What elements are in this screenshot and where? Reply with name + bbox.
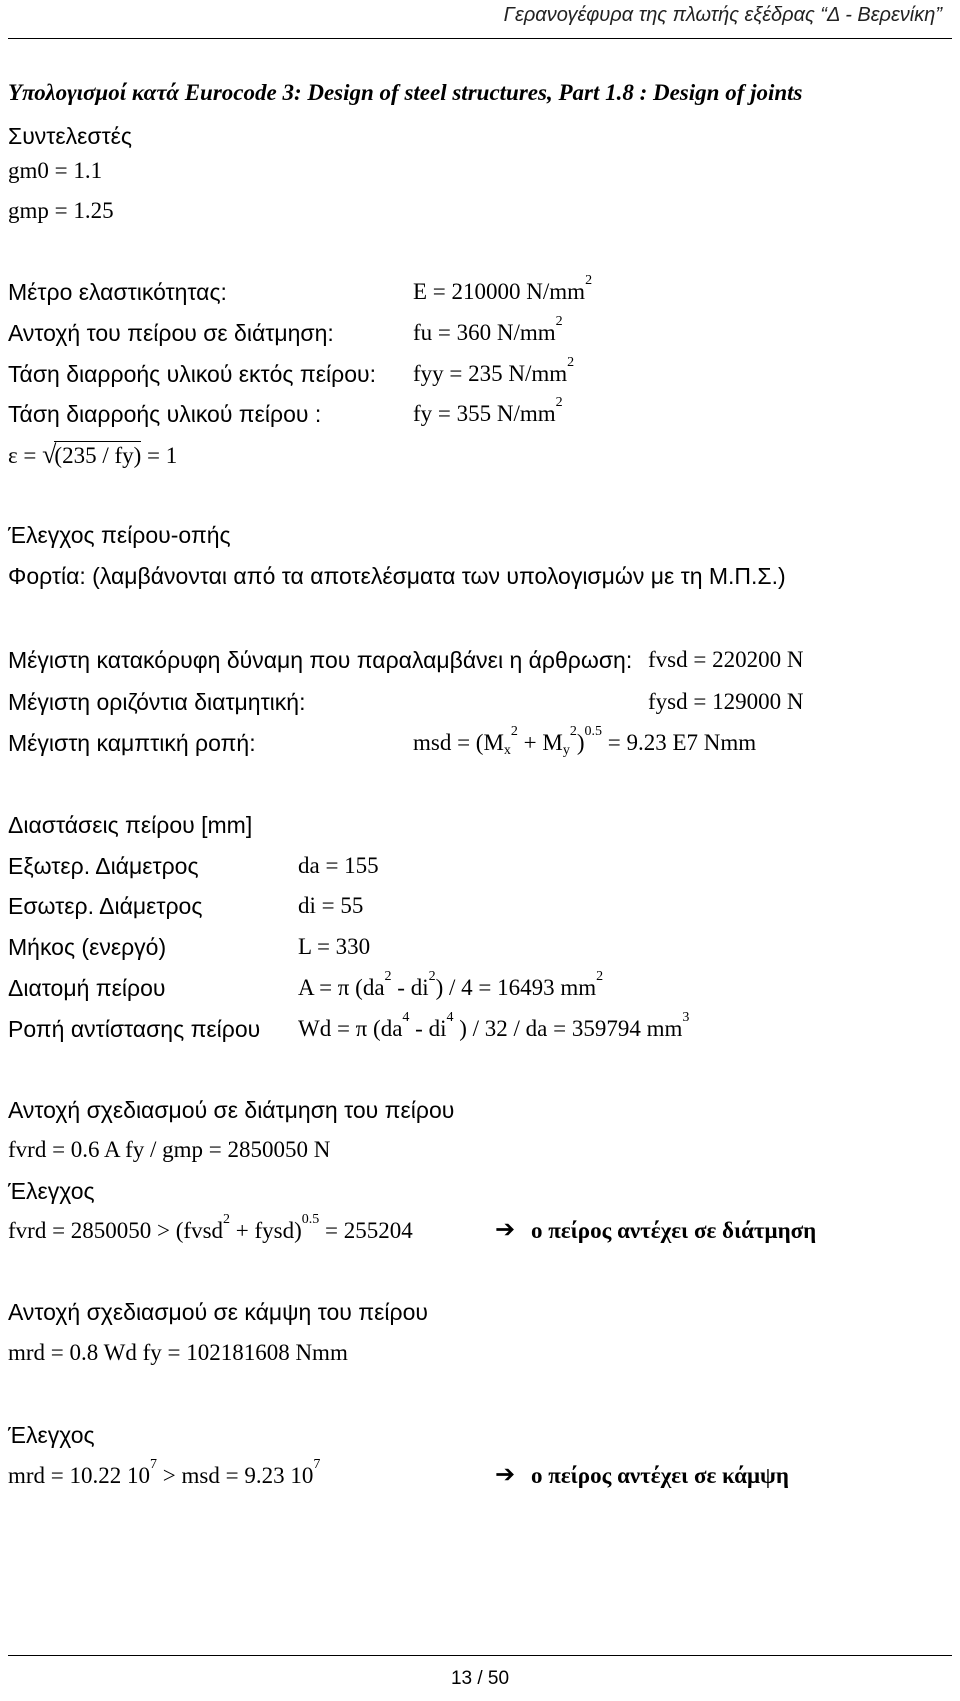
running-header: Γερανογέφυρα της πλωτής εξέδρας “Δ - Βερενίκη”	[503, 4, 942, 26]
section-modulus-label: Ροπή αντίστασης πείρου	[8, 1016, 261, 1042]
shear-check-label: Έλεγχος	[8, 1178, 95, 1204]
bending-title: Αντοχή σχεδιασμού σε κάμψη του πείρου	[8, 1299, 428, 1325]
gm0-value: gm0 = 1.1	[8, 158, 103, 183]
vertical-force-label: Μέγιστη κατακόρυφη δύναμη που παραλαμβάνει η άρθρωση:	[8, 647, 633, 673]
arrow-right-icon: ➔	[495, 1462, 516, 1488]
modulus-label: Μέτρο ελαστικότητας:	[8, 279, 227, 305]
yield-outer-label: Τάση διαρροής υλικού εκτός πείρου:	[8, 361, 376, 387]
page-number: 13 / 50	[450, 1668, 510, 1689]
moment-formula: msd = $(M_x^2 + M_y^2)^{0.5} = 9.23$ E7 Nmm	[413, 724, 757, 758]
bending-check-label: Έλεγχος	[8, 1422, 95, 1448]
inner-diameter-value: di = 55	[298, 893, 364, 918]
shear-strength-label: Αντοχή του πείρου σε διάτμηση:	[8, 320, 334, 346]
horizontal-force-label: Μέγιστη οριζόντια διατμητική:	[8, 689, 306, 715]
moment-label: Μέγιστη καμπτική ροπή:	[8, 730, 256, 756]
coefficients-label: Συντελεστές	[8, 123, 133, 149]
area-label: Διατομή πείρου	[8, 975, 166, 1001]
length-value: L = 330	[298, 934, 371, 959]
outer-diameter-label: Εξωτερ. Διάμετρος	[8, 853, 199, 879]
length-label: Μήκος (ενεργό)	[8, 934, 167, 960]
yield-outer-value: fyy = 235 $N/mm^2$	[413, 355, 575, 386]
bending-formula: mrd = 0.8 Wd fy = 102181608 Nmm	[8, 1340, 348, 1365]
shear-result: ο πείρος αντέχει σε διάτμηση	[531, 1218, 817, 1243]
shear-check-formula: fvrd = 2850050 > (fvsd$^2$ + fysd)$^{0.5}$ = 255204	[8, 1212, 413, 1243]
bending-check-formula: mrd = 10.22 $10^7$ > msd = 9.23 $10^7$	[8, 1457, 321, 1488]
header-rule	[8, 38, 952, 39]
yield-pin-value: fy = 355 $N/mm^2$	[413, 395, 563, 426]
vertical-force-value: fvsd = 220200 N	[648, 647, 804, 672]
area-formula: A = π $(da^2 - di^2) / 4 = 16493$ $mm^2$	[298, 969, 604, 1000]
arrow-right-icon: ➔	[495, 1217, 516, 1243]
shear-title: Αντοχή σχεδιασμού σε διάτμηση του πείρου	[8, 1097, 455, 1123]
inner-diameter-label: Εσωτερ. Διάμετρος	[8, 893, 203, 919]
section-heading: Υπολογισμοί κατά Eurocode 3: Design of steel structures, Part 1.8 : Design of joints	[8, 80, 803, 105]
shear-formula: fvrd = 0.6 A fy / gmp = 2850050 N	[8, 1137, 331, 1162]
section-modulus-formula: Wd = π ($da^4 - di^4$ ) / 32 / da = 359794 $mm^3$	[298, 1010, 690, 1041]
horizontal-force-value: fysd = 129000 N	[648, 689, 804, 714]
dimensions-title: Διαστάσεις πείρου [mm]	[8, 812, 253, 838]
modulus-value: E = 210000 $N/mm^2$	[413, 273, 593, 304]
check-title: Έλεγχος πείρου-οπής	[8, 522, 231, 548]
shear-strength-value: fu = 360 $N/mm^2$	[413, 314, 563, 345]
gmp-value: gmp = 1.25	[8, 198, 114, 223]
epsilon-formula: ε = √(235 / fy) = 1	[8, 440, 178, 469]
bending-result: ο πείρος αντέχει σε κάμψη	[531, 1463, 789, 1488]
outer-diameter-value: da = 155	[298, 853, 379, 878]
footer-rule	[8, 1655, 952, 1656]
yield-pin-label: Τάση διαρροής υλικού πείρου :	[8, 401, 322, 427]
loads-title: Φορτία: (λαμβάνονται από τα αποτελέσματα των υπολογισμών με τη Μ.Π.Σ.)	[8, 563, 786, 589]
sqrt-symbol: √	[42, 440, 57, 469]
